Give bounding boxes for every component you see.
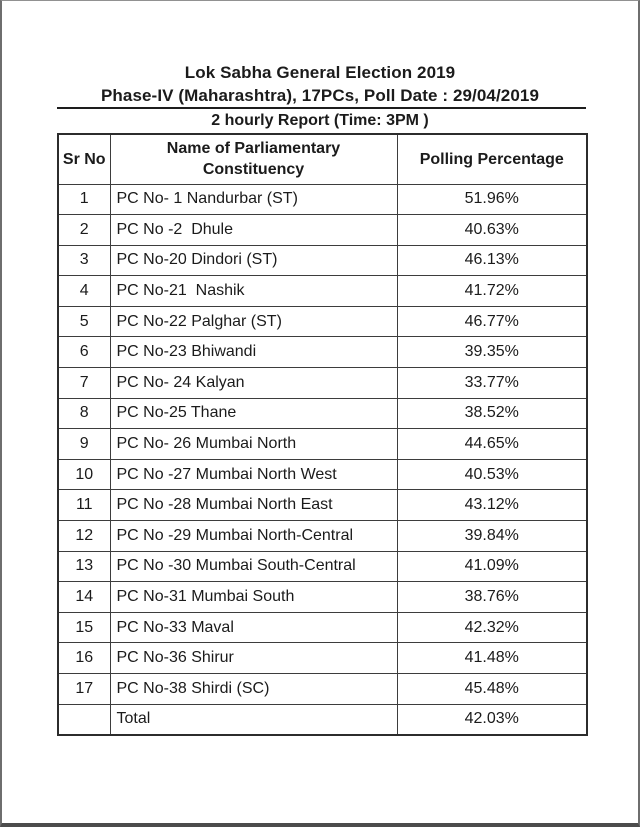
- cell-polling-percentage: 41.48%: [397, 643, 587, 674]
- table-row: [58, 521, 587, 552]
- cell-polling-percentage: 44.65%: [397, 429, 587, 460]
- cell-polling-percentage: 39.35%: [397, 337, 587, 368]
- cell-sr-no: 15: [58, 612, 110, 643]
- table-row: [58, 276, 587, 307]
- cell-sr-no: 9: [58, 429, 110, 460]
- cell-constituency-name: PC No -28 Mumbai North East: [110, 490, 397, 521]
- table-row: [58, 337, 587, 368]
- cell-polling-percentage: 41.09%: [397, 551, 587, 582]
- cell-sr-no: 17: [58, 674, 110, 705]
- cell-constituency-name: PC No-38 Shirdi (SC): [110, 674, 397, 705]
- cell-sr-no: 7: [58, 368, 110, 399]
- table-header: [58, 134, 587, 184]
- cell-constituency-name: Total: [110, 704, 397, 735]
- table-row: [58, 612, 587, 643]
- table-row: [58, 429, 587, 460]
- cell-constituency-name: PC No-25 Thane: [110, 398, 397, 429]
- cell-sr-no: 16: [58, 643, 110, 674]
- cell-constituency-name: PC No -30 Mumbai South-Central: [110, 551, 397, 582]
- table-row: [58, 184, 587, 215]
- cell-polling-percentage: 51.96%: [397, 184, 587, 215]
- table-row: [58, 582, 587, 613]
- col-header-polling-percentage: Polling Percentage: [397, 134, 587, 184]
- cell-constituency-name: PC No -2 Dhule: [110, 215, 397, 246]
- cell-constituency-name: PC No- 1 Nandurbar (ST): [110, 184, 397, 215]
- header-row: [58, 134, 587, 184]
- cell-constituency-name: PC No-36 Shirur: [110, 643, 397, 674]
- cell-sr-no: 2: [58, 215, 110, 246]
- cell-polling-percentage: 43.12%: [397, 490, 587, 521]
- cell-sr-no: 11: [58, 490, 110, 521]
- report-page: [2, 1, 638, 736]
- report-phase-line: Phase-IV (Maharashtra), 17PCs, Poll Date : 29/04/2019: [100, 86, 540, 105]
- cell-sr-no: 14: [58, 582, 110, 613]
- report-title: Lok Sabha General Election 2019: [184, 63, 456, 82]
- cell-polling-percentage: 42.32%: [397, 612, 587, 643]
- table-row: [58, 368, 587, 399]
- cell-polling-percentage: 46.13%: [397, 245, 587, 276]
- table-row: [58, 306, 587, 337]
- cell-sr-no: 12: [58, 521, 110, 552]
- cell-sr-no: 5: [58, 306, 110, 337]
- table-body: [58, 184, 587, 735]
- polling-percentage-table: [57, 133, 588, 736]
- table-row: [58, 398, 587, 429]
- cell-polling-percentage: 46.77%: [397, 306, 587, 337]
- table-row: [58, 215, 587, 246]
- cell-constituency-name: PC No-33 Maval: [110, 612, 397, 643]
- cell-constituency-name: PC No-21 Nashik: [110, 276, 397, 307]
- total-row: [58, 704, 587, 735]
- cell-sr-no: 13: [58, 551, 110, 582]
- cell-polling-percentage: 33.77%: [397, 368, 587, 399]
- table-row: [58, 490, 587, 521]
- cell-sr-no: 1: [58, 184, 110, 215]
- cell-polling-percentage: 41.72%: [397, 276, 587, 307]
- cell-constituency-name: PC No-23 Bhiwandi: [110, 337, 397, 368]
- table-row: [58, 643, 587, 674]
- col-header-constituency: [110, 134, 397, 184]
- report-header: [2, 1, 638, 132]
- table-row: [58, 674, 587, 705]
- cell-constituency-name: PC No-31 Mumbai South: [110, 582, 397, 613]
- table-row: [58, 245, 587, 276]
- cell-sr-no: [58, 704, 110, 735]
- table-row: [58, 459, 587, 490]
- cell-polling-percentage: 40.63%: [397, 215, 587, 246]
- cell-sr-no: 4: [58, 276, 110, 307]
- col-header-sr-no: Sr No: [58, 134, 110, 184]
- cell-constituency-name: PC No-20 Dindori (ST): [110, 245, 397, 276]
- cell-sr-no: 6: [58, 337, 110, 368]
- cell-sr-no: 3: [58, 245, 110, 276]
- cell-polling-percentage: 38.76%: [397, 582, 587, 613]
- cell-polling-percentage: 40.53%: [397, 459, 587, 490]
- cell-constituency-name: PC No- 24 Kalyan: [110, 368, 397, 399]
- cell-polling-percentage: 42.03%: [397, 704, 587, 735]
- table-row: [58, 551, 587, 582]
- cell-sr-no: 8: [58, 398, 110, 429]
- col-header-constituency-label: Name of Parliamentary Constituency: [166, 140, 341, 179]
- cell-polling-percentage: 38.52%: [397, 398, 587, 429]
- cell-polling-percentage: 39.84%: [397, 521, 587, 552]
- cell-constituency-name: PC No -29 Mumbai North-Central: [110, 521, 397, 552]
- cell-constituency-name: PC No- 26 Mumbai North: [110, 429, 397, 460]
- cell-sr-no: 10: [58, 459, 110, 490]
- report-time-line: 2 hourly Report (Time: 3PM ): [211, 112, 429, 129]
- cell-polling-percentage: 45.48%: [397, 674, 587, 705]
- cell-constituency-name: PC No -27 Mumbai North West: [110, 459, 397, 490]
- cell-constituency-name: PC No-22 Palghar (ST): [110, 306, 397, 337]
